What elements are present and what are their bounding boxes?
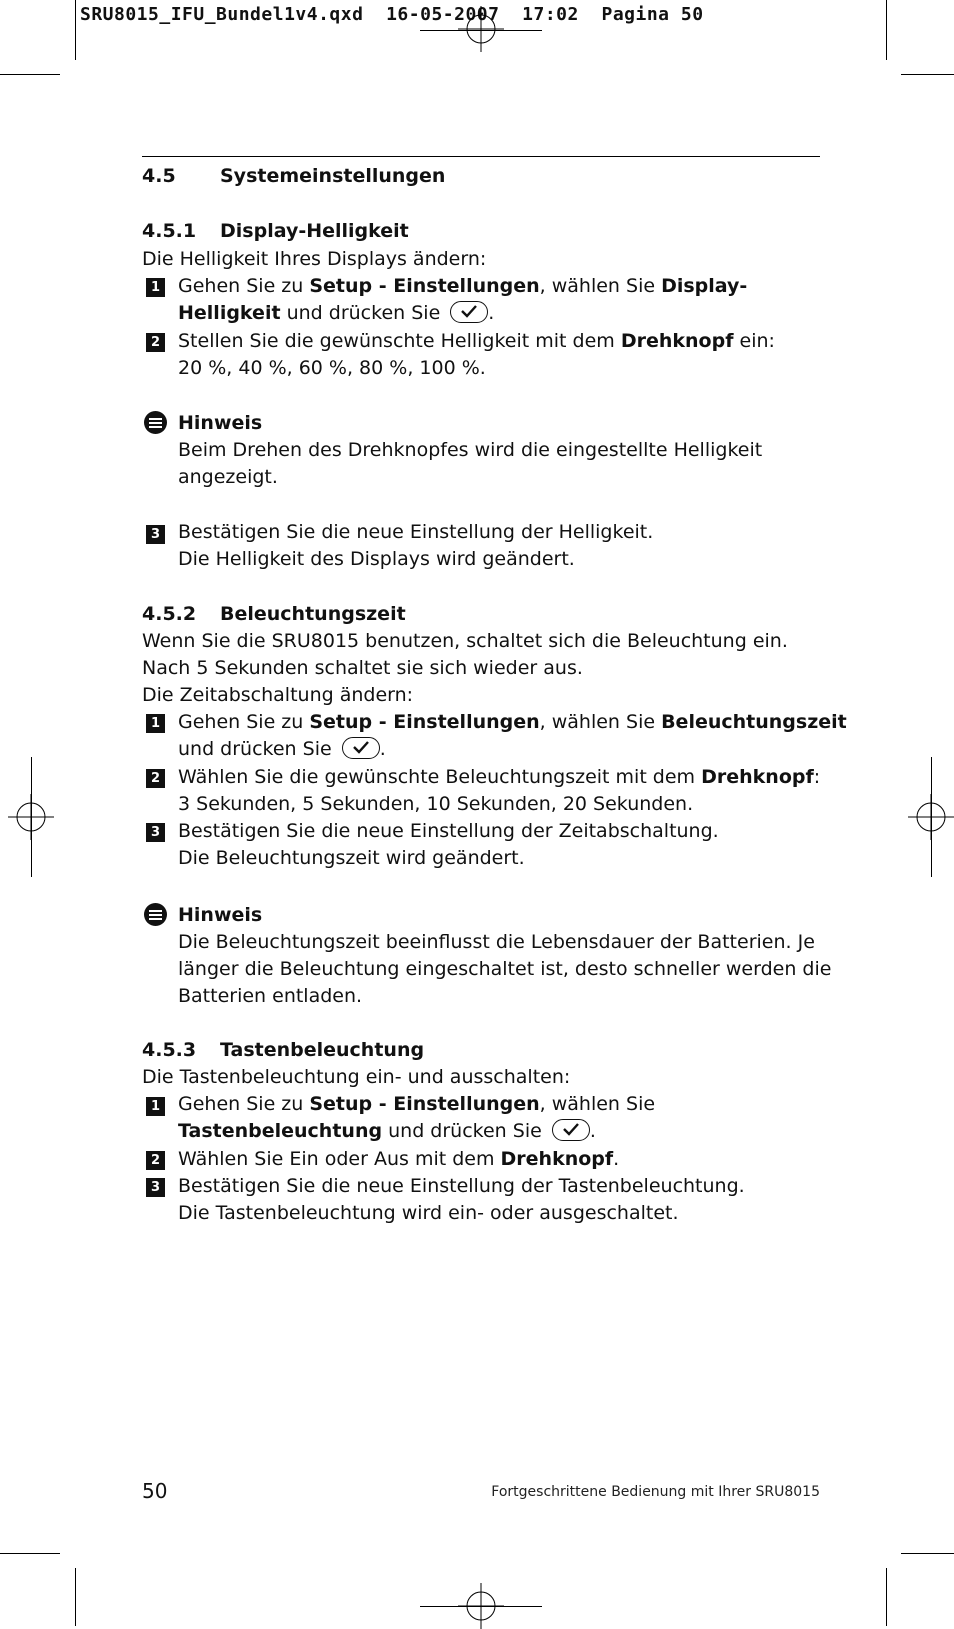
note-text: länger die Beleuchtung eingeschaltet ist, desto schneller werden die bbox=[178, 958, 832, 980]
subsection-heading bbox=[142, 1037, 424, 1065]
step-badge: 2 bbox=[146, 769, 165, 788]
subsection-heading bbox=[142, 601, 406, 629]
print-slug: SRU8015_IFU_Bundel1v4.qxd 16-05-2007 17:02 Pagina 50 bbox=[80, 4, 704, 25]
step-text: Gehen Sie zu Setup - Einstellungen, wählen Sie Display- bbox=[178, 275, 748, 297]
subsection-title: Beleuchtungszeit bbox=[220, 603, 406, 625]
step-badge: 3 bbox=[146, 1178, 165, 1197]
step-text: Die Helligkeit des Displays wird geändert. bbox=[178, 548, 575, 570]
step-badge: 2 bbox=[146, 1151, 165, 1170]
step-badge: 3 bbox=[146, 823, 165, 842]
crop-mark bbox=[0, 1553, 60, 1554]
subsection-number: 4.5.1 bbox=[142, 220, 197, 242]
crop-mark bbox=[886, 0, 887, 60]
crop-mark bbox=[901, 1553, 954, 1554]
subsection-number: 4.5.3 bbox=[142, 1039, 197, 1061]
registration-mark-icon bbox=[458, 1583, 504, 1629]
crop-mark bbox=[901, 74, 954, 75]
step-text: Die Beleuchtungszeit wird geändert. bbox=[178, 847, 525, 869]
note-icon bbox=[144, 411, 167, 434]
crop-mark bbox=[931, 757, 932, 877]
page-number: 50 bbox=[142, 1479, 168, 1503]
crop-mark bbox=[75, 1568, 76, 1626]
crop-mark bbox=[31, 757, 32, 877]
step-text: und drücken Sie . bbox=[178, 738, 386, 760]
step-text: Bestätigen Sie die neue Einstellung der Tastenbeleuchtung. bbox=[178, 1175, 745, 1197]
intro-text: Die Helligkeit Ihres Displays ändern: bbox=[142, 248, 487, 270]
step-text: Stellen Sie die gewünschte Helligkeit mit dem Drehknopf ein: bbox=[178, 330, 775, 352]
intro-text: Die Zeitabschaltung ändern: bbox=[142, 684, 414, 706]
section-rule bbox=[142, 156, 820, 157]
step-text: Bestätigen Sie die neue Einstellung der Helligkeit. bbox=[178, 521, 654, 543]
step-text: Helligkeit und drücken Sie . bbox=[178, 302, 495, 324]
ok-check-icon bbox=[342, 737, 380, 759]
step-text: Gehen Sie zu Setup - Einstellungen, wählen Sie Beleuchtungszeit bbox=[178, 711, 847, 733]
note-text: Die Beleuchtungszeit beeinflusst die Lebensdauer der Batterien. Je bbox=[178, 931, 815, 953]
section-number: 4.5 bbox=[142, 165, 176, 187]
subsection-title: Display-Helligkeit bbox=[220, 220, 409, 242]
footer-text: Fortgeschrittene Bedienung mit Ihrer SRU8015 bbox=[491, 1484, 820, 1500]
note-text: Beim Drehen des Drehknopfes wird die eingestellte Helligkeit bbox=[178, 439, 763, 461]
intro-text: Die Tastenbeleuchtung ein- und ausschalten: bbox=[142, 1066, 571, 1088]
step-text: Wählen Sie Ein oder Aus mit dem Drehknopf. bbox=[178, 1148, 620, 1170]
step-badge: 2 bbox=[146, 333, 165, 352]
note-title: Hinweis bbox=[178, 904, 263, 926]
step-text: Gehen Sie zu Setup - Einstellungen, wählen Sie bbox=[178, 1093, 656, 1115]
step-badge: 1 bbox=[146, 278, 165, 297]
registration-mark-icon bbox=[458, 6, 504, 52]
step-text: Die Tastenbeleuchtung wird ein- oder ausgeschaltet. bbox=[178, 1202, 679, 1224]
ok-check-icon bbox=[450, 301, 488, 323]
subsection-title: Tastenbeleuchtung bbox=[220, 1039, 425, 1061]
note-text: Batterien entladen. bbox=[178, 985, 363, 1007]
step-text: Wählen Sie die gewünschte Beleuchtungszeit mit dem Drehknopf: bbox=[178, 766, 821, 788]
note-text: angezeigt. bbox=[178, 466, 278, 488]
step-badge: 1 bbox=[146, 1097, 165, 1116]
subsection-number: 4.5.2 bbox=[142, 603, 197, 625]
step-text: Tastenbeleuchtung und drücken Sie . bbox=[178, 1120, 596, 1142]
crop-mark bbox=[886, 1568, 887, 1626]
section-title: Systemeinstellungen bbox=[220, 165, 446, 187]
step-badge: 1 bbox=[146, 714, 165, 733]
step-values: 3 Sekunden, 5 Sekunden, 10 Sekunden, 20 Sekunden. bbox=[178, 793, 694, 815]
crop-mark bbox=[75, 0, 76, 60]
step-text: Bestätigen Sie die neue Einstellung der Zeitabschaltung. bbox=[178, 820, 719, 842]
subsection-heading bbox=[142, 218, 409, 246]
note-title: Hinweis bbox=[178, 412, 263, 434]
note-icon bbox=[144, 903, 167, 926]
section-heading bbox=[142, 163, 445, 191]
step-values: 20 %, 40 %, 60 %, 80 %, 100 %. bbox=[178, 357, 486, 379]
intro-text: Nach 5 Sekunden schaltet sie sich wieder aus. bbox=[142, 657, 583, 679]
crop-mark bbox=[0, 74, 60, 75]
intro-text: Wenn Sie die SRU8015 benutzen, schaltet sich die Beleuchtung ein. bbox=[142, 630, 788, 652]
step-badge: 3 bbox=[146, 525, 165, 544]
ok-check-icon bbox=[552, 1119, 590, 1141]
